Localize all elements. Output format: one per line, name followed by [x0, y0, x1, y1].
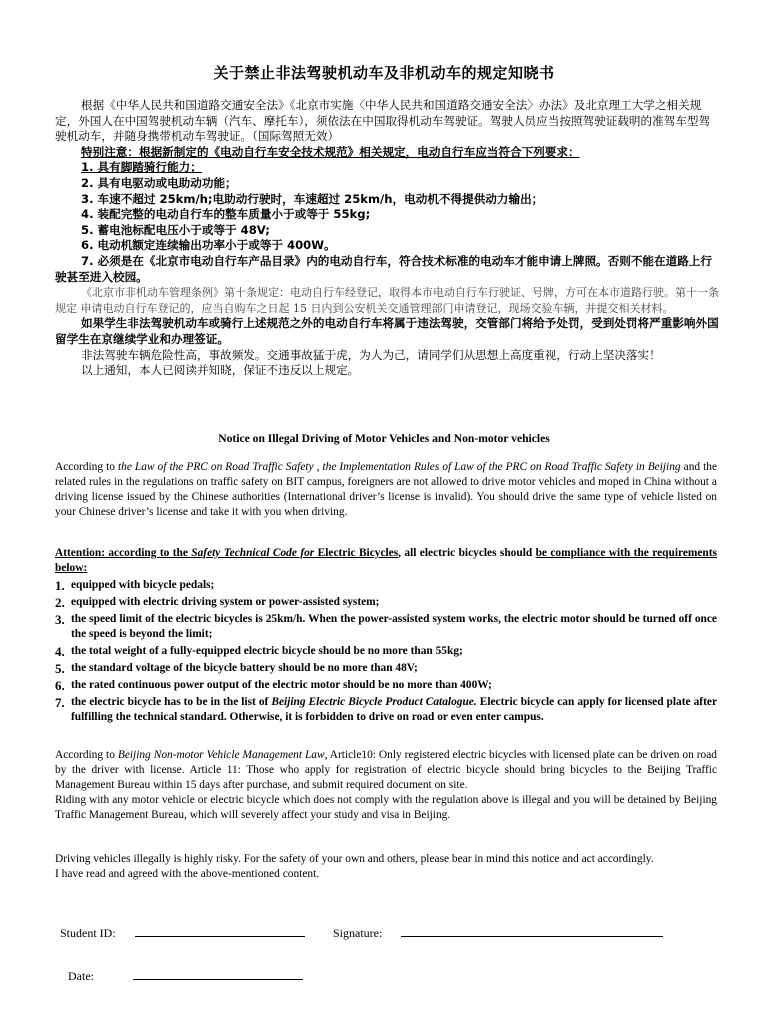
cn-title: 关于禁止非法驾驶机动车及非机动车的规定知晓书 — [213, 64, 555, 82]
en-attention-text-2: Electric Bicycles — [314, 547, 399, 559]
en-intro-text-3: and the related rules in the regulations on traffic safety on BIT campus, foreigners are not allowed to drive motor vehicles and moped in China without a driving license issued by the Chinese authorities (International driver’s license is invalid). You should drive the same type of vehicle listed on your Chinese driver’s license and take it with you when driving. — [55, 461, 718, 518]
en-intro-text-1: According to — [55, 461, 118, 473]
en-regulation-block — [55, 748, 717, 823]
cn-item-2: 2. 具有电驱动或电助动功能； — [81, 175, 237, 190]
en-item-2 — [55, 595, 717, 610]
en-warning: Riding with any motor vehicle or electric bicycle which does not comply with the regulation above is illegal and you will be detained by Beijing Traffic Management Bureau, which will severely affect your study and visa in Beijing. — [55, 794, 717, 821]
cn-attention: 特别注意：根据新制定的《电动自行车安全技术规范》相关规定，电动自行车应当符合下列要求： — [81, 144, 580, 159]
en-item-1-num: 1. — [55, 578, 65, 593]
en-item-2-text: equipped with electric driving system or power-assisted system; — [71, 596, 380, 608]
en-item-5-num: 5. — [55, 661, 65, 676]
en-regulation — [55, 748, 717, 793]
en-attention — [55, 546, 717, 576]
en-item-6-num: 6. — [55, 678, 65, 693]
en-item-5 — [55, 661, 717, 676]
cn-item-4: 4. 装配完整的电动自行车的整车质量小于或等于 55kg; — [81, 207, 371, 222]
en-attention-text-3: , all electric bicycles should — [398, 547, 536, 559]
en-intro-block — [55, 460, 717, 520]
en-item-7-catalogue: Beijing Electric Bicycle Product Catalogue. — [271, 696, 477, 708]
cn-item-7: 7. 必须是在《北京市电动自行车产品目录》内的电动自行车，符合技术标准的电动车才能申请上牌照。否则不能在道路上行驶甚至进入校园。 — [55, 253, 712, 284]
cn-warning: 如果学生非法驾驶机动车或骑行上述规范之外的电动自行车将属于违法驾驶，交管部门将给予处罚，受到处罚将严重影响外国留学生在京继续学业和办理签证。 — [55, 316, 719, 346]
signature-label: Signature: — [333, 926, 383, 940]
en-intro-text-2: , — [313, 461, 323, 473]
en-title: Notice on Illegal Driving of Motor Vehicles and Non-motor vehicles — [218, 432, 550, 445]
student-id-field[interactable] — [135, 925, 305, 937]
en-item-7-text-a: the electric bicycle has to be in the list of — [71, 696, 272, 708]
cn-item-3: 3. 车速不超过 25km/h;电助动行驶时，车速超过 25km/h，电动机不得提供动力输出； — [81, 191, 544, 206]
en-item-7-num: 7. — [55, 695, 65, 710]
signature-row — [333, 925, 663, 941]
date-field[interactable] — [133, 968, 303, 980]
en-item-5-text: the standard voltage of the bicycle battery should be no more than 48V; — [71, 662, 418, 674]
en-requirements-block — [55, 546, 717, 725]
en-reg-text-2: , Article10: Only registered electric bicycles with licensed plate can be driven on road by the driver with license. Article 11: Those who apply for registration of electric bicycle should bring bicycles to the Beijing Traffic Management Bureau within 15 days after purchase, and submit required document on site. — [55, 749, 717, 791]
signature-field[interactable] — [401, 925, 663, 937]
en-reg-law: Beijing Non-motor Vehicle Management Law — [117, 749, 325, 761]
en-closing-block — [55, 852, 717, 882]
en-confirm: I have read and agreed with the above-mentioned content. — [55, 868, 320, 880]
en-item-7 — [55, 695, 717, 725]
en-attention-code: Safety Technical Code for — [191, 547, 315, 559]
en-intro-law-2: the Implementation Rules of Law of the PRC on Road Traffic Safety in Beijing — [322, 461, 681, 473]
en-requirements-list — [55, 578, 717, 725]
date-label: Date: — [68, 969, 94, 983]
en-intro-law-1: the Law of the PRC on Road Traffic Safety — [117, 461, 314, 473]
en-item-2-num: 2. — [55, 595, 65, 610]
en-item-6-text: the rated continuous power output of the electric motor should be no more than 400W; — [71, 679, 492, 691]
cn-intro: 根据《中华人民共和国道路交通安全法》《北京市实施〈中华人民共和国道路交通安全法〉办法》及北京理工大学之相关规定，外国人在中国驾驶机动车辆（汽车、摩托车），须依法在中国取得机动车驾驶证。驾驶人员应当按照驾驶证载明的准驾车型驾驶机动车，并随身携带机动车驾驶证。（国际驾照无效） — [55, 98, 711, 144]
cn-item-6: 6. 电动机额定连续输出功率小于或等于 400W。 — [81, 238, 336, 253]
cn-regulation: 《北京市非机动车管理条例》第十条规定：电动自行车经登记，取得本市电动自行车行驶证、号牌，方可在本市道路行驶。第十一条规定 申请电动自行车登记的，应当自购车之日起 15 日内到公安机关交通管理部门申请登记，现场交验车辆，并提交相关材料。 — [55, 286, 719, 315]
cn-body — [55, 98, 720, 379]
en-item-1 — [55, 578, 717, 593]
student-id-row — [60, 925, 305, 941]
en-item-4-text: the total weight of a fully-equipped electric bicycle should be no more than 55kg; — [71, 645, 463, 657]
cn-item-5: 5. 蓄电池标配电压小于或等于 48V; — [81, 222, 270, 237]
en-item-3-num: 3. — [55, 612, 65, 627]
student-id-label: Student ID: — [60, 926, 116, 940]
en-item-7-text-b: Electric bicycle can apply for licensed plate after fulfilling the technical standard. Otherwise, it is forbidden to drive on road or even enter campus. — [71, 696, 717, 723]
en-item-4-num: 4. — [55, 644, 65, 659]
date-row — [68, 968, 303, 984]
en-item-3 — [55, 612, 717, 642]
en-reg-text-1: According to — [55, 749, 118, 761]
cn-item-1: 1. 具有脚踏骑行能力； — [81, 160, 202, 175]
en-attention-text-4: be compliance with the requirements below: — [55, 547, 717, 574]
en-intro — [55, 460, 717, 520]
en-risk: Driving vehicles illegally is highly risky. For the safety of your own and others, please bear in mind this notice and act accordingly. — [55, 853, 654, 865]
cn-confirm: 以上通知，本人已阅读并知晓，保证不违反以上规定。 — [81, 363, 360, 378]
en-attention-text-1: Attention: according to the — [55, 547, 192, 559]
en-item-1-text: equipped with bicycle pedals; — [71, 579, 215, 591]
en-item-6 — [55, 678, 717, 693]
en-item-4 — [55, 644, 717, 659]
cn-risk: 非法驾驶车辆危险性高，事故频发。交通事故猛于虎，为人为己，请同学们从思想上高度重视，行动上坚决落实！ — [81, 347, 661, 362]
en-item-3-text: the speed limit of the electric bicycles is 25km/h. When the power-assisted system works, the electric motor should be turned off once the speed is beyond the limit; — [71, 613, 717, 640]
